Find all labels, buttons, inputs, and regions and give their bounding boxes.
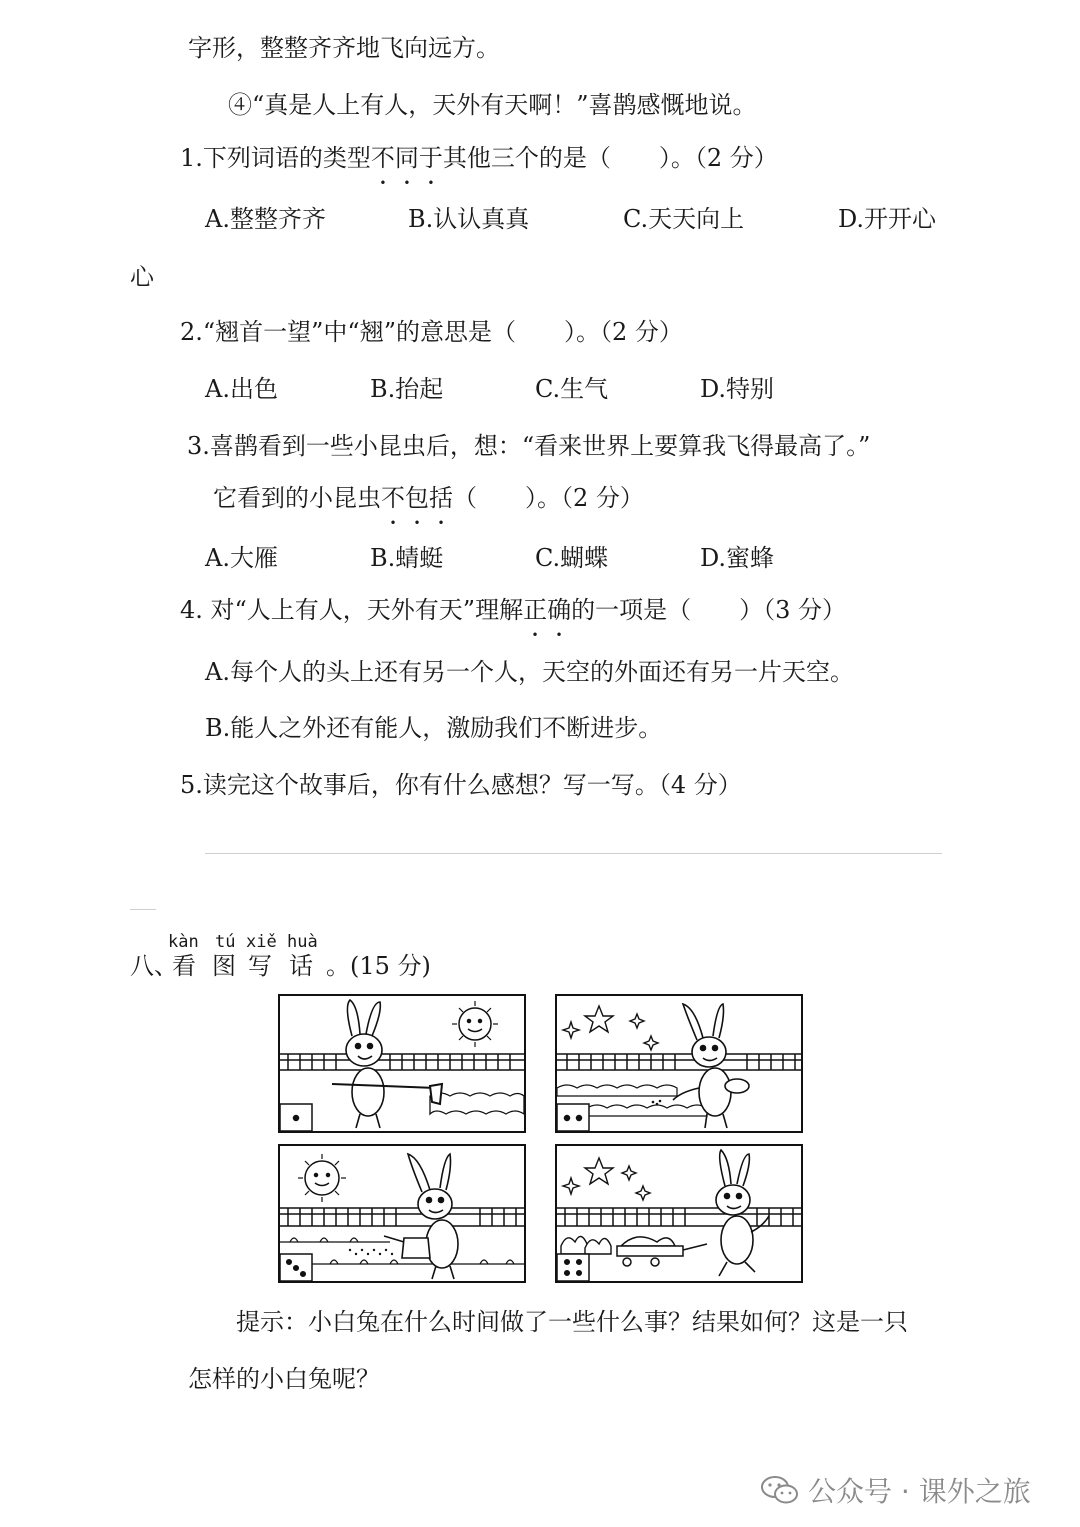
question-1 [180,143,778,173]
q3-dotted-char: 包 [405,484,429,512]
dice-icon [280,1254,312,1281]
rabbit-icon [346,1000,384,1128]
pinyin-tu: tú [215,932,236,952]
q1-text-post: 其他三个的是（ ）。（2 分） [442,144,778,172]
q4-text-post: 的一项是（ ）（3 分） [571,596,846,624]
question-5: 5.读完这个故事后，你有什么感想？写一写。（4 分） [180,771,742,799]
q1-dotted-char: 不 [370,144,395,172]
vegetables-icon [561,1236,611,1254]
rabbit-icon [673,1004,749,1128]
q2-option-b: B.抬起 [370,375,444,403]
section-8-char: 写 [248,952,272,980]
stars-icon [563,1158,650,1200]
q1-dotted-char: 于 [418,144,443,172]
picture-panel-1 [278,994,526,1133]
watermark [760,1470,1031,1513]
wechat-icon [760,1474,800,1513]
section-8-score: 。(15 分) [326,952,431,980]
q1-option-c: C.天天向上 [623,205,745,233]
picture-panel-4 [555,1144,803,1283]
dice-icon [280,1104,312,1131]
q2-option-c: C.生气 [535,375,609,403]
sun-icon [298,1154,346,1202]
answer-line[interactable] [205,853,942,854]
section-8-char: 看 [172,952,196,980]
question-4 [180,595,846,625]
q3-text-post: （ ）。（2 分） [453,484,644,512]
q4-dotted-char: 确 [547,596,572,624]
q4-option-b: B.能人之外还有能人，激励我们不断进步。 [205,714,663,742]
watering-can-icon [384,1236,430,1258]
cart-icon [617,1237,707,1266]
q3-text-pre: 它看到的小昆虫 [213,484,381,512]
pinyin-kan: kàn [168,932,199,952]
q4-dotted-char: 正 [523,596,548,624]
q2-option-d: D.特别 [700,375,775,403]
pinyin-hua: huà [287,932,318,952]
q4-option-a: A.每个人的头上还有另一个人，天空的外面还有另一片天空。 [205,658,854,686]
rabbit-icon [408,1154,458,1279]
stars-icon [563,1006,658,1050]
watermark-text: 公众号 · 课外之旅 [808,1475,1031,1508]
q3-option-c: C.蝴蝶 [535,544,609,572]
rabbit-icon [716,1150,769,1276]
q2-option-a: A.出色 [205,375,278,403]
hint-line-2: 怎样的小白兔呢？ [188,1365,380,1393]
q1-option-a: A.整整齐齐 [205,205,326,233]
question-3: 3.喜鹊看到一些小昆虫后，想：“看来世界上要算我飞得最高了。” [187,432,871,460]
picture-panel-2 [555,994,803,1133]
question-2: 2.“翘首一望”中“翘”的意思是（ ）。（2 分） [180,318,683,346]
q1-text-pre: 1.下列词语的类型 [180,144,371,172]
q3-option-a: A.大雁 [205,544,278,572]
section-8-char: 图 [212,952,236,980]
q1-option-d-wrap: 心 [130,263,154,291]
dice-icon [557,1104,589,1131]
q4-text-pre: 4. 对“人上有人，天外有天”理解 [180,596,524,624]
q3-dotted-char: 不 [381,484,405,512]
q3-dotted-char: 括 [429,484,453,512]
q1-dotted-char: 同 [394,144,419,172]
question-3-line-2 [213,483,644,513]
sun-icon [452,1001,498,1047]
q1-option-d: D.开开心 [838,205,937,233]
hoe-icon [332,1084,442,1104]
divider-fragment [130,909,156,910]
passage-line-2: ④“真是人上有人，天外有天啊！”喜鹊感慨地说。 [228,91,757,119]
dice-icon [557,1254,589,1281]
picture-panel-3 [278,1144,526,1283]
passage-line-1: 字形，整整齐齐地飞向远方。 [188,34,500,62]
q3-option-b: B.蜻蜓 [370,544,444,572]
q1-option-b: B.认认真真 [408,205,530,233]
hint-line-1: 提示：小白兔在什么时间做了一些什么事？结果如何？这是一只 [236,1308,908,1336]
pinyin-xie: xiě [246,932,277,952]
section-8-prefix: 八、 [130,952,178,980]
section-8-char: 话 [289,952,313,980]
q3-option-d: D.蜜蜂 [700,544,775,572]
